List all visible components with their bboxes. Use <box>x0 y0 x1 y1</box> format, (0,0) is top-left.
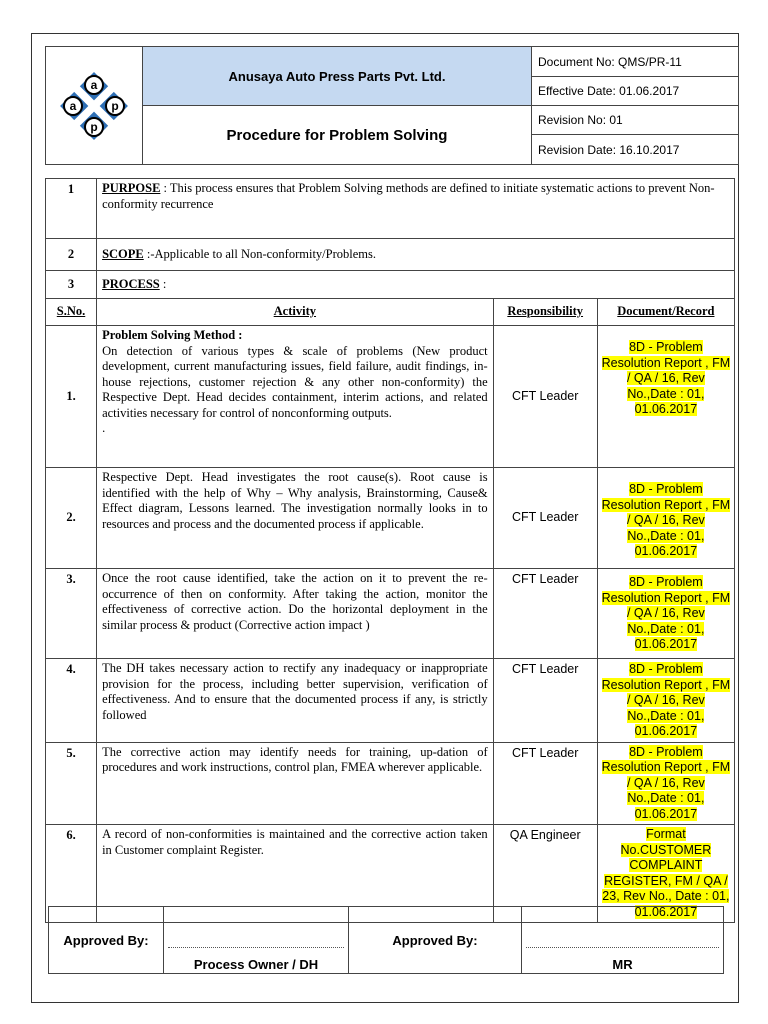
procedure-table <box>45 178 735 923</box>
approval-table <box>48 906 724 974</box>
row-responsibility: CFT Leader <box>493 659 597 743</box>
row-number: 6. <box>46 825 97 923</box>
scope-cell <box>97 239 735 271</box>
row-record <box>597 569 734 659</box>
process-number: 3 <box>46 271 97 299</box>
row-number: 1. <box>46 326 97 468</box>
approval-right-caption: MR <box>612 957 633 972</box>
logo-letter-left: a <box>69 98 77 113</box>
aapp-logo-icon <box>51 63 137 149</box>
column-header-sno: S.No. <box>46 299 97 326</box>
company-name: Anusaya Auto Press Parts Pvt. Ltd. <box>143 47 532 106</box>
row-activity-heading: Problem Solving Method : <box>102 328 243 342</box>
effective-date: Effective Date: 01.06.2017 <box>532 77 739 106</box>
document-header <box>45 46 739 165</box>
table-row <box>46 326 735 468</box>
row-activity: Once the root cause identified, take the action on it to prevent the re-occurrence of then on conformity. After taking the action, monitor the effectiveness of corrective action. Do the horizontal deployment in the similar process & product (Corrective action impact ) <box>97 569 494 659</box>
row-record-text: 8D - Problem Resolution Report , FM / QA / 16, Rev No.,Date : 01, 01.06.2017 <box>601 482 731 558</box>
row-activity: The corrective action may identify needs for training, up-dation of procedures and work instructions, control plan, FMEA wherever applicable. <box>97 742 494 825</box>
purpose-label: PURPOSE <box>102 181 161 195</box>
row-responsibility: CFT Leader <box>493 468 597 569</box>
signature-line <box>526 947 719 948</box>
revision-number: Revision No: 01 <box>532 106 739 135</box>
purpose-row <box>46 179 735 239</box>
column-header-row <box>46 299 735 326</box>
row-record <box>597 659 734 743</box>
approval-right-label: Approved By: <box>349 907 522 974</box>
process-label: PROCESS <box>102 276 160 291</box>
column-header-record: Document/Record <box>597 299 734 326</box>
logo-letter-bottom: p <box>90 119 98 134</box>
purpose-text: : This process ensures that Problem Solving methods are defined to initiate systematic actions to prevent Non-conformity recurrence <box>102 181 715 211</box>
row-activity <box>97 326 494 468</box>
row-record-text: 8D - Problem Resolution Report , FM / QA / 16, Rev No.,Date : 01, 01.06.2017 <box>601 340 731 416</box>
purpose-cell <box>97 179 735 239</box>
table-row <box>46 659 735 743</box>
purpose-number: 1 <box>46 179 97 239</box>
row-number: 2. <box>46 468 97 569</box>
scope-label: SCOPE <box>102 246 144 261</box>
approval-left-label: Approved By: <box>49 907 164 974</box>
row-record-text: Format No.CUSTOMER COMPLAINT REGISTER, FM / QA / 23, Rev No., Date : 01, 01.06.2017 <box>602 827 730 919</box>
column-header-activity: Activity <box>97 299 494 326</box>
scope-row <box>46 239 735 271</box>
row-number: 5. <box>46 742 97 825</box>
row-record <box>597 742 734 825</box>
row-responsibility: CFT Leader <box>493 742 597 825</box>
approval-left-caption: Process Owner / DH <box>193 957 319 972</box>
row-record-text: 8D - Problem Resolution Report , FM / QA / 16, Rev No.,Date : 01, 01.06.2017 <box>601 662 731 738</box>
column-header-responsibility: Responsibility <box>493 299 597 326</box>
row-responsibility: CFT Leader <box>493 569 597 659</box>
row-number: 4. <box>46 659 97 743</box>
row-activity-text: On detection of various types & scale of problems (New product development, current manufacturing issues, field failure, audit findings, in-house rejections, customer rejection & any other non-conformity) the Respective Dept. Head decides containment, interim actions, and related activities necessary for control of nonconforming outputs. <box>102 343 488 420</box>
row-record-text: 8D - Problem Resolution Report , FM / QA / 16, Rev No.,Date : 01, 01.06.2017 <box>601 744 731 821</box>
row-record <box>597 326 734 468</box>
row-activity: A record of non-conformities is maintained and the corrective action taken in Customer complaint Register. <box>97 825 494 923</box>
table-row <box>46 468 735 569</box>
approval-right-signature <box>522 907 724 974</box>
approval-left-signature <box>164 907 349 974</box>
row-number: 3. <box>46 569 97 659</box>
document-number: Document No: QMS/PR-11 <box>532 47 739 77</box>
logo-letter-right: p <box>111 98 119 113</box>
row-activity: The DH takes necessary action to rectify any inadequacy or inappropriate provision for the process, including better supervision, verification of effectiveness. And to ensure that the documented process if any, is strictly followed <box>97 659 494 743</box>
table-row <box>46 742 735 825</box>
process-cell <box>97 271 735 299</box>
process-text: : <box>159 276 167 291</box>
table-row <box>46 569 735 659</box>
revision-date: Revision Date: 16.10.2017 <box>532 135 739 165</box>
procedure-title: Procedure for Problem Solving <box>143 106 532 165</box>
scope-text: :-Applicable to all Non-conformity/Problems. <box>143 246 376 261</box>
company-logo <box>46 47 143 165</box>
row-responsibility: CFT Leader <box>493 326 597 468</box>
row-record <box>597 468 734 569</box>
signature-line <box>168 947 344 948</box>
scope-number: 2 <box>46 239 97 271</box>
logo-letter-top: a <box>90 77 98 92</box>
row-activity-trail: . <box>102 421 106 435</box>
process-row <box>46 271 735 299</box>
row-record-text: 8D - Problem Resolution Report , FM / QA / 16, Rev No.,Date : 01, 01.06.2017 <box>601 575 731 651</box>
row-responsibility: QA Engineer <box>493 825 597 923</box>
row-activity: Respective Dept. Head investigates the root cause(s). Root cause is identified with the help of Why – Why analysis, Brainstorming, Cause& Effect diagram, Lessons learned. The investigation normally looks in to resources and process and the documented process if applicable. <box>97 468 494 569</box>
